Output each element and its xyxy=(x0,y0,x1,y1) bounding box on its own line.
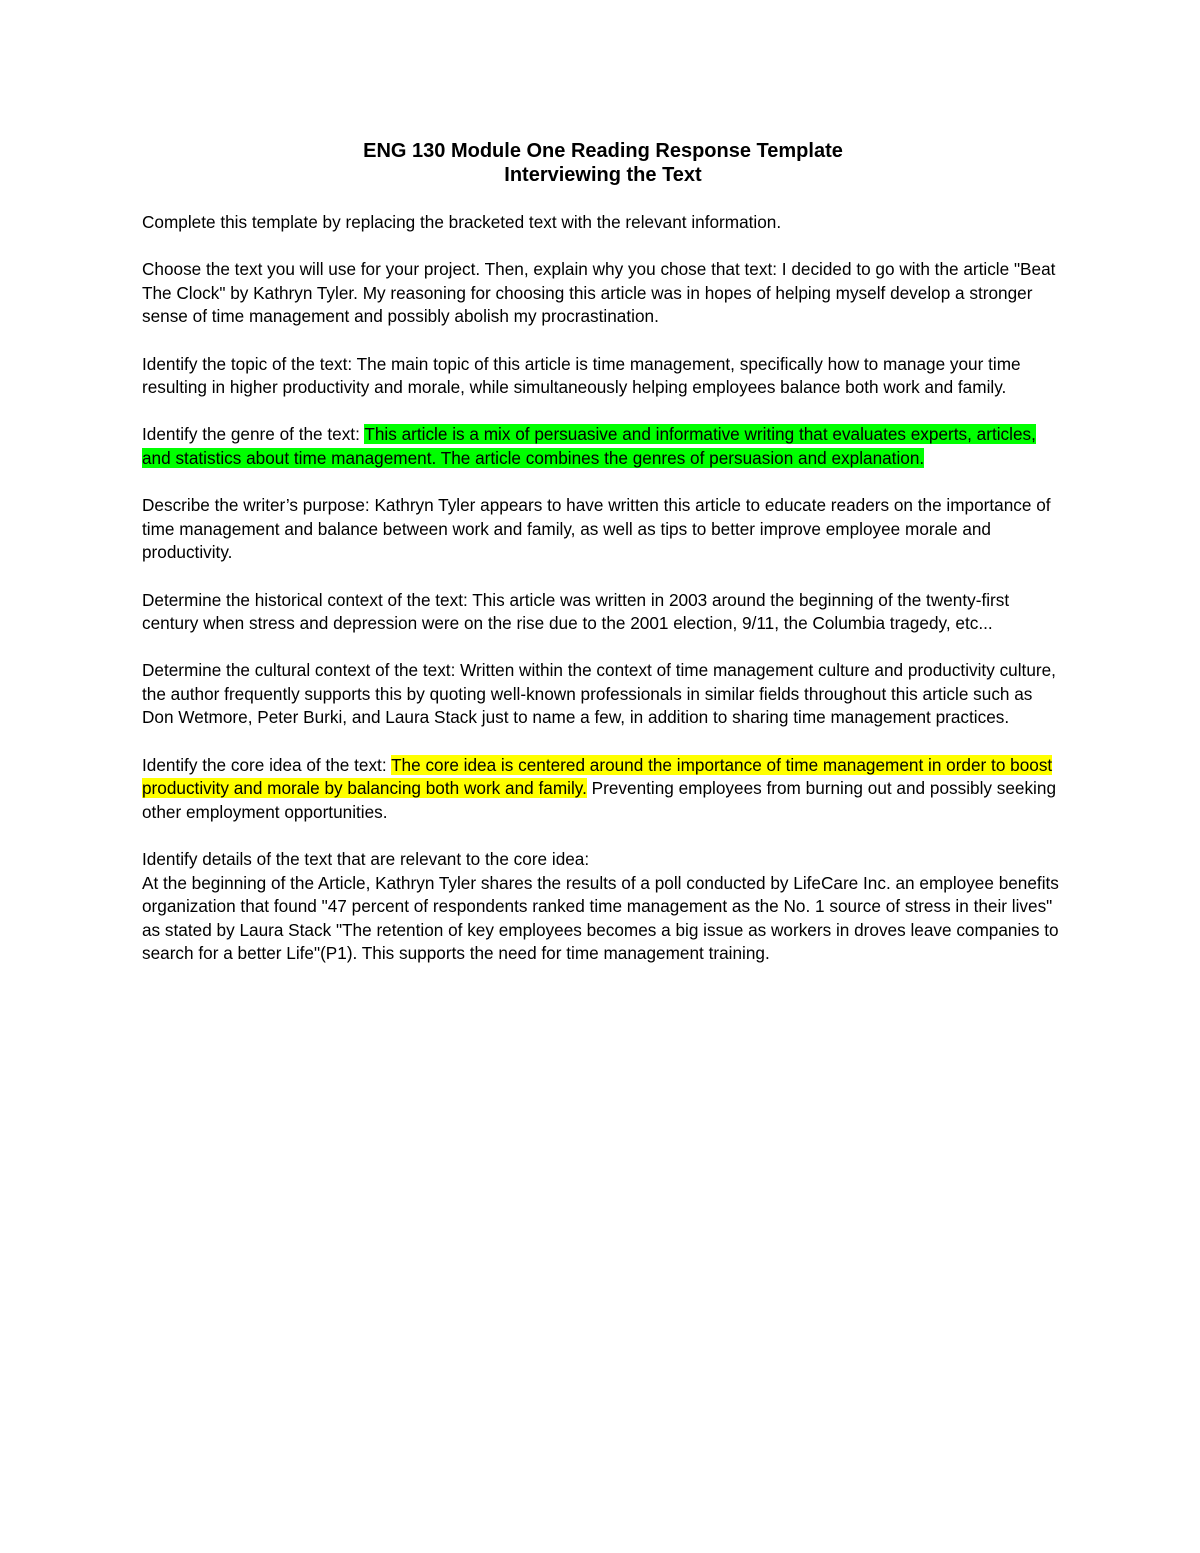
section-answer-highlighted: The core idea is centered around the importance of time management in order to boost productivity and morale by balancing both work and family. xyxy=(142,754,1053,799)
section-prompt: Choose the text you will use for your project. Then, explain why you chose that text: xyxy=(142,259,778,280)
section-core-idea xyxy=(142,754,1064,825)
section-prompt: Describe the writer’s purpose: xyxy=(142,495,370,516)
title-block xyxy=(142,139,1064,187)
section-topic xyxy=(142,353,1064,400)
section-genre xyxy=(142,423,1064,470)
document-content xyxy=(142,139,1064,966)
section-answer: The main topic of this article is time management, specifically how to manage your time resulting in higher productivity and morale, while simultaneously helping employees balance both work and family. xyxy=(142,353,1021,398)
section-answer: Kathryn Tyler appears to have written this article to educate readers on the importance of time management and balance between work and family, as well as tips to better improve employee morale and productivity. xyxy=(142,495,1051,563)
section-answer-highlighted: This article is a mix of persuasive and informative writing that evaluates experts, articles, and statistics about time management. The article combines the genres of persuasion and explanation. xyxy=(142,424,1036,468)
section-prompt: Determine the historical context of the text: xyxy=(142,589,468,610)
section-answer: Written within the context of time management culture and productivity culture, the author frequently supports this by quoting well-known professionals in similar fields throughout this article such as Don Wetmore, Peter Burki, and Laura Stack just to name a few, in addition to sharing time management practices. xyxy=(142,660,1056,728)
section-answer-after: Preventing employees from burning out and possibly seeking other employment opportunities. xyxy=(142,778,1056,822)
section-text-choice xyxy=(142,258,1064,329)
details-prompt: Identify details of the text that are relevant to the core idea: xyxy=(142,849,590,870)
details-answer: At the beginning of the Article, Kathryn Tyler shares the results of a poll conducted by LifeCare Inc. an employee benefits organization that found "47 percent of respondents ranked time management as the No. 1 source of stress in their lives" as stated by Laura Stack "The retention of key employees becomes a big issue as workers in droves leave companies to search for a better Life"(P1). This supports the need for time management training. xyxy=(142,872,1059,964)
section-prompt: Identify the core idea of the text: xyxy=(142,754,392,775)
section-answer: This article was written in 2003 around the beginning of the twenty-first century when stress and depression were on the rise due to the 2001 election, 9/11, the Columbia tragedy, etc... xyxy=(142,589,1010,634)
section-purpose xyxy=(142,494,1064,565)
section-prompt: Determine the cultural context of the text: xyxy=(142,660,456,681)
document-title: ENG 130 Module One Reading Response Template xyxy=(363,140,843,162)
section-prompt: Identify the topic of the text: xyxy=(142,353,353,374)
section-details xyxy=(142,848,1064,966)
section-cultural-context xyxy=(142,659,1064,730)
section-historical-context xyxy=(142,589,1064,636)
intro-paragraph: Complete this template by replacing the bracketed text with the relevant information. xyxy=(142,212,782,232)
section-prompt: Identify the genre of the text: xyxy=(142,424,365,445)
section-answer: I decided to go with the article "Beat The Clock" by Kathryn Tyler. My reasoning for choosing this article was in hopes of helping myself develop a stronger sense of time management and possibly abolish my procrastination. xyxy=(142,259,1056,327)
document-subtitle: Interviewing the Text xyxy=(504,164,702,186)
